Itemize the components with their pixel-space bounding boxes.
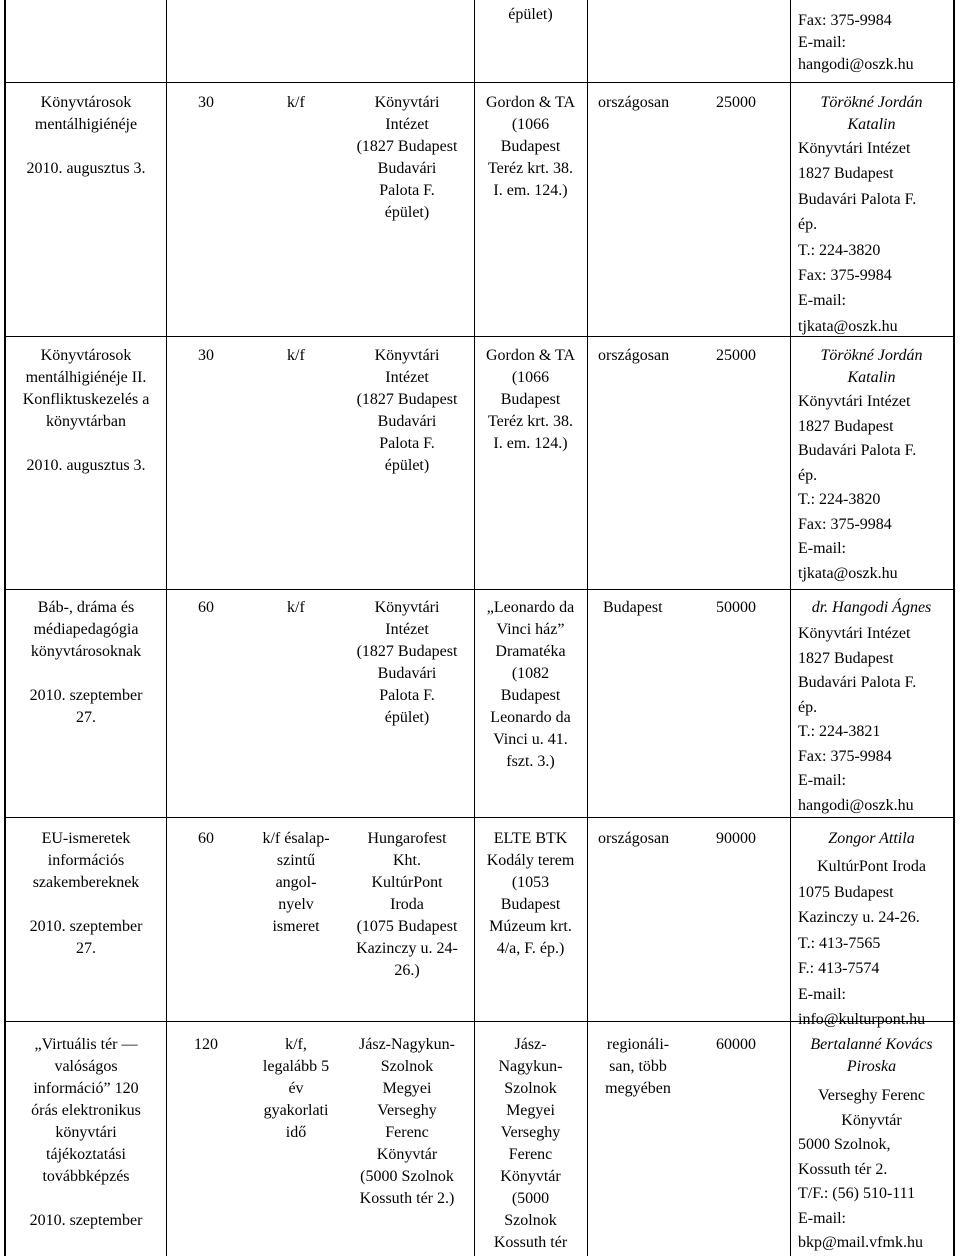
hours: 30 <box>198 94 214 111</box>
contact-line: E-mail: <box>798 772 846 789</box>
contact-cell <box>798 390 950 586</box>
venue-line: ELTE BTK <box>493 830 568 847</box>
organizer-line: Iroda <box>390 896 424 913</box>
venue-line: (1066 <box>511 369 550 386</box>
contact-line: Fax: 375-9984 <box>798 267 892 285</box>
course-title-line: könyvtárosoknak <box>30 643 142 660</box>
venue-line: Vinci u. 41. <box>493 731 568 748</box>
hours: 60 <box>198 599 214 616</box>
course-date: 2010. szeptember <box>29 687 143 704</box>
contact-line: Fax: 375-9984 <box>798 515 892 533</box>
venue-line: Gordon & TA <box>485 94 576 111</box>
contact-name-line: Bertalanné Kovács <box>810 1036 933 1053</box>
organizer-line: Budavári <box>377 413 437 430</box>
course-date: 2010. augusztus 3. <box>26 160 146 177</box>
contact-line: E-mail: <box>798 540 846 557</box>
scope-line: megyében <box>605 1080 671 1097</box>
contact-name-line: Piroska <box>846 1058 897 1075</box>
venue-line: Vinci ház” <box>496 621 565 638</box>
organizer-cell <box>340 1034 474 1210</box>
organizer-line: Kht. <box>393 852 421 869</box>
venue-line: Nagykun- <box>498 1058 563 1075</box>
course-title-line: továbbképzés <box>42 1168 130 1185</box>
venue-line: Budapest <box>500 138 561 155</box>
venue-line: Budapest <box>500 391 561 408</box>
scope-line: regionáli- <box>606 1036 670 1053</box>
contact-line: Könyvtár <box>841 1111 902 1129</box>
venue-line: (1053 <box>511 874 550 891</box>
format-line: szintű <box>276 852 316 869</box>
hours: 30 <box>198 347 214 364</box>
organizer-line: Budavári <box>377 665 437 682</box>
fee: 25000 <box>716 94 756 111</box>
contact-line: ép. <box>798 698 818 716</box>
contact-line: 1827 Budapest <box>798 417 894 435</box>
venue-line: épület) <box>508 6 553 23</box>
contact-line: Budavári Palota F. <box>798 442 917 459</box>
contact-line: tjkata@oszk.hu <box>798 317 898 335</box>
organizer-cell <box>340 345 474 477</box>
scope: Budapest <box>603 599 663 616</box>
venue-line: Szolnok <box>504 1212 557 1229</box>
organizer-line: épület) <box>384 457 430 474</box>
organizer-line: (5000 Szolnok <box>360 1168 454 1185</box>
venue-line: 4/a, F. ép.) <box>496 940 565 957</box>
organizer-line: (1827 Budapest <box>356 138 458 155</box>
fee: 50000 <box>716 599 756 616</box>
organizer-line: Budavári <box>377 160 437 177</box>
course-title-line: információ” 120 <box>33 1080 139 1097</box>
organizer-line: Palota F. <box>379 182 435 199</box>
fee: 60000 <box>716 1036 756 1053</box>
column-divider <box>166 0 167 1256</box>
organizer-cell <box>340 597 474 729</box>
course-date: 27. <box>76 709 96 726</box>
contact-line: T.: 224-3820 <box>798 241 881 259</box>
course-title-line: könyvtári <box>55 1124 117 1141</box>
contact-line: Kossuth tér 2. <box>798 1160 888 1178</box>
fee: 25000 <box>716 347 756 364</box>
venue-line: (5000 <box>511 1190 550 1207</box>
contact-line: Fax: 375-9984 <box>798 747 892 765</box>
course-title-line: „Virtuális tér — <box>34 1036 138 1053</box>
course-date: 27. <box>76 940 96 957</box>
scope: országosan <box>598 94 670 111</box>
venue-line: Gordon & TA <box>485 347 576 364</box>
contact-line: E-mail: <box>798 34 846 51</box>
format-line: gyakorlati <box>263 1102 329 1119</box>
contact-line: Budavári Palota F. <box>798 190 917 208</box>
course-title-line: EU-ismeretek <box>41 830 131 847</box>
venue-line: Leonardo da <box>490 709 571 726</box>
contact-name-line: Törökné Jordán <box>820 347 923 364</box>
course-title-line: mentálhigiénéje II. <box>25 369 147 386</box>
venue-cell <box>474 828 587 960</box>
course-title-line: információs <box>47 852 125 869</box>
course-title-line: Konfliktuskezelés a <box>22 391 150 408</box>
venue-line: Teréz krt. 38. <box>487 413 574 430</box>
course-title-cell <box>6 597 166 729</box>
format-line: idő <box>285 1124 307 1141</box>
contact-line: T/F.: (56) 510-111 <box>798 1185 916 1202</box>
organizer-line: Hungarofest <box>367 830 447 847</box>
contact-name <box>790 345 953 389</box>
top-contact-cell <box>798 10 948 76</box>
venue-cell <box>474 345 587 455</box>
venue-line: Szolnok <box>504 1080 557 1097</box>
contact-line: T.: 224-3821 <box>798 723 881 740</box>
organizer-line: Ferenc <box>385 1124 429 1141</box>
venue-cell <box>474 92 587 202</box>
top-venue-cell <box>474 4 587 26</box>
venue-line: I. em. 124.) <box>493 182 568 199</box>
format-line: nyelv <box>278 896 314 913</box>
format-line: angol- <box>275 874 317 891</box>
scope-line: san, több <box>609 1058 667 1075</box>
venue-line: Budapest <box>500 896 561 913</box>
course-title-cell <box>6 92 166 180</box>
course-date: 2010. szeptember <box>29 1212 143 1229</box>
contact-line: F.: 413-7574 <box>798 960 880 977</box>
organizer-line: Verseghy <box>377 1102 437 1119</box>
venue-cell <box>474 597 587 773</box>
course-title-line: órás elektronikus <box>31 1102 141 1119</box>
venue-line: Könyvtár <box>500 1168 561 1185</box>
organizer-line: 26.) <box>394 962 420 979</box>
contact-line: bkp@mail.vfmk.hu <box>798 1234 923 1251</box>
scope-cell <box>588 1034 688 1100</box>
format-line: k/f, <box>285 1036 307 1053</box>
course-title-line: Báb-, dráma és <box>37 599 135 616</box>
contact-line: 1827 Budapest <box>798 165 894 183</box>
venue-line: Kossuth tér <box>493 1234 568 1251</box>
contact-line: Budavári Palota F. <box>798 674 917 691</box>
venue-line: Múzeum krt. <box>489 918 572 935</box>
contact-name <box>790 597 953 619</box>
venue-line: Ferenc <box>508 1146 553 1163</box>
contact-cell <box>798 854 950 1033</box>
contact-line: E-mail: <box>798 985 846 1003</box>
format-cell <box>252 1034 340 1144</box>
contact-line: E-mail: <box>798 1209 846 1227</box>
contact-line: E-mail: <box>798 292 846 310</box>
course-title-line: valóságos <box>54 1058 118 1075</box>
organizer-line: épület) <box>384 709 430 726</box>
contact-name-line: Katalin <box>847 369 896 386</box>
hours: 60 <box>198 830 214 847</box>
contact-name <box>790 92 953 136</box>
venue-line: Verseghy <box>500 1124 561 1141</box>
course-title-line: mentálhigiénéje <box>34 116 138 133</box>
venue-line: (1082 <box>511 665 550 682</box>
organizer-line: KultúrPont <box>371 874 443 891</box>
venue-line: fszt. 3.) <box>506 753 555 770</box>
format-line: legalább 5 <box>262 1058 330 1075</box>
organizer-line: (1075 Budapest <box>356 918 458 935</box>
organizer-line: Intézet <box>385 116 429 133</box>
contact-line: T.: 224-3820 <box>798 491 881 508</box>
organizer-line: Szolnok <box>380 1058 434 1075</box>
format: k/f <box>287 347 305 364</box>
scope: országosan <box>598 347 670 364</box>
contact-cell <box>798 136 950 339</box>
contact-line: Könyvtári Intézet <box>798 625 911 642</box>
organizer-line: Könyvtári <box>374 94 440 111</box>
format-line: k/f ésalap- <box>262 830 330 847</box>
venue-cell <box>474 1034 587 1254</box>
contact-line: ép. <box>798 466 818 484</box>
contact-line: Fax: 375-9984 <box>798 12 892 29</box>
organizer-cell <box>340 828 474 982</box>
contact-line: tjkata@oszk.hu <box>798 564 898 582</box>
organizer-line: (1827 Budapest <box>356 391 458 408</box>
course-title-line: tájékoztatási <box>46 1146 126 1163</box>
organizer-line: Palota F. <box>379 687 435 704</box>
course-title-line: könyvtárban <box>46 413 126 430</box>
course-date: 2010. szeptember <box>29 918 143 935</box>
course-title-line: szakembereknek <box>32 874 140 891</box>
contact-cell <box>798 1084 950 1256</box>
organizer-line: épület) <box>384 204 430 221</box>
contact-line: info@kulturpont.hu <box>798 1011 926 1028</box>
contact-line: Könyvtári Intézet <box>798 393 911 410</box>
course-title-line: Könyvtárosok <box>40 94 132 111</box>
venue-line: Dramatéka <box>495 643 566 660</box>
venue-line: Kodály terem <box>486 852 575 869</box>
venue-line: (1066 <box>511 116 550 133</box>
organizer-line: Kossuth tér 2.) <box>359 1190 455 1207</box>
row-divider <box>4 82 955 83</box>
course-title-cell <box>6 1034 166 1232</box>
format-line: ismeret <box>272 918 320 935</box>
row-divider <box>4 589 955 590</box>
organizer-line: Kazinczy u. 24- <box>356 940 458 957</box>
scope: országosan <box>598 830 670 847</box>
organizer-line: Megyei <box>382 1080 432 1097</box>
organizer-line: Intézet <box>385 621 429 638</box>
format: k/f <box>287 599 305 616</box>
contact-name-line: dr. Hangodi Ágnes <box>811 599 932 616</box>
organizer-line: Jász-Nagykun- <box>359 1036 455 1053</box>
contact-line: ép. <box>798 216 818 234</box>
contact-line: 1075 Budapest <box>798 883 894 901</box>
format-cell <box>252 828 340 938</box>
contact-line: KultúrPont Iroda <box>817 858 926 875</box>
course-title-line: médiapedagógia <box>33 621 139 638</box>
contact-line: Könyvtári Intézet <box>798 140 911 157</box>
contact-cell <box>798 622 950 818</box>
organizer-cell <box>340 92 474 224</box>
contact-line: 5000 Szolnok, <box>798 1136 891 1153</box>
organizer-line: Intézet <box>385 369 429 386</box>
organizer-line: Palota F. <box>379 435 435 452</box>
organizer-line: Könyvtár <box>376 1146 438 1163</box>
contact-name <box>790 828 953 850</box>
fee: 90000 <box>716 830 756 847</box>
contact-line: hangodi@oszk.hu <box>798 56 914 73</box>
contact-line: Kazinczy u. 24-26. <box>798 909 920 926</box>
format-line: év <box>288 1080 304 1097</box>
course-date: 2010. augusztus 3. <box>26 457 146 474</box>
organizer-line: Könyvtári <box>374 599 440 616</box>
organizer-line: (1827 Budapest <box>356 643 458 660</box>
contact-name <box>790 1034 953 1078</box>
contact-name-line: Zongor Attila <box>828 830 915 847</box>
format: k/f <box>287 94 305 111</box>
course-title-cell <box>6 828 166 960</box>
course-title-line: Könyvtárosok <box>40 347 132 364</box>
venue-line: „Leonardo da <box>486 599 575 616</box>
organizer-line: Könyvtári <box>374 347 440 364</box>
venue-line: Budapest <box>500 687 561 704</box>
venue-line: Megyei <box>506 1102 555 1119</box>
venue-line: Teréz krt. 38. <box>487 160 574 177</box>
contact-line: 1827 Budapest <box>798 649 894 667</box>
course-title-cell <box>6 345 166 477</box>
contact-line: T.: 413-7565 <box>798 934 881 952</box>
contact-line: hangodi@oszk.hu <box>798 796 914 814</box>
contact-line: Verseghy Ferenc <box>817 1087 926 1104</box>
contact-name-line: Törökné Jordán <box>820 94 923 111</box>
venue-line: I. em. 124.) <box>493 435 568 452</box>
venue-line: Jász- <box>514 1036 547 1053</box>
hours: 120 <box>194 1036 218 1053</box>
table-border-right <box>953 0 955 1256</box>
contact-name-line: Katalin <box>847 116 896 133</box>
